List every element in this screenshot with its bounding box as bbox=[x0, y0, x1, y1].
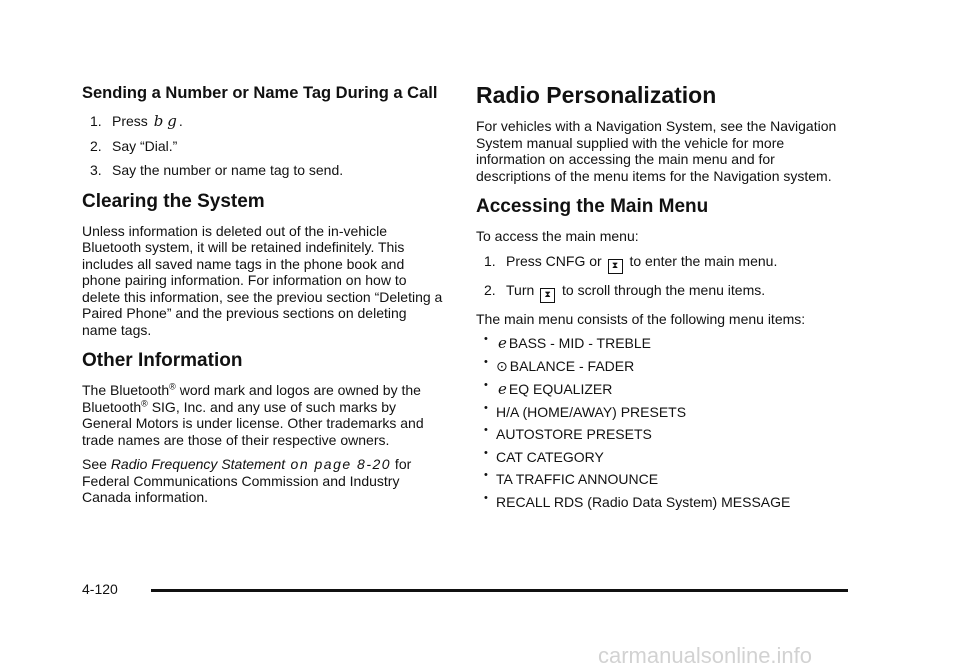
tone-icon: e bbox=[498, 334, 507, 352]
list-item: • e EQ EQUALIZER bbox=[484, 379, 613, 398]
radio-paragraph: For vehicles with a Navigation System, see the Navigation System manual supplied with the vehicle for more information on accessing the main menu and for descriptions of the menu items for the Navigation system. bbox=[476, 118, 837, 184]
access-steps-list bbox=[476, 253, 848, 303]
list-item: • AUTOSTORE PRESETS bbox=[484, 424, 652, 442]
cross-reference-link[interactable]: Radio Frequency Statement bbox=[110, 456, 286, 472]
balance-knob-icon: ⊙ bbox=[496, 358, 508, 375]
tune-knob-icon: ⧗ bbox=[608, 259, 623, 274]
watermark: carmanualsonline.info bbox=[598, 643, 813, 668]
sending-steps-list bbox=[82, 113, 444, 179]
page-number: 4-120 bbox=[82, 581, 118, 597]
heading-clearing-system: Clearing the System bbox=[82, 190, 265, 212]
list-item: • TA TRAFFIC ANNOUNCE bbox=[484, 469, 659, 487]
bullet-icon: • bbox=[484, 379, 488, 391]
bullet-icon: • bbox=[484, 333, 488, 345]
left-column bbox=[82, 84, 444, 514]
heading-other-information: Other Information bbox=[82, 350, 243, 371]
access-intro: To access the main menu: bbox=[476, 228, 639, 244]
bullet-icon: • bbox=[484, 491, 488, 504]
access-step-1: 1. Press CNFG or ⧗ to enter the main menu. bbox=[476, 253, 848, 274]
bullet-icon: • bbox=[484, 446, 488, 459]
list-item: • e BASS - MID - TREBLE bbox=[484, 333, 651, 352]
menu-items-list bbox=[476, 335, 848, 510]
menu-intro: The main menu consists of the following menu items: bbox=[476, 310, 806, 327]
footer-rule bbox=[151, 589, 848, 592]
bullet-icon: • bbox=[484, 401, 488, 414]
tune-knob-icon: ⧗ bbox=[540, 288, 555, 303]
tone-icon: e bbox=[498, 380, 507, 398]
heading-sending-number: Sending a Number or Name Tag During a Call bbox=[82, 84, 438, 102]
heading-accessing-main-menu: Accessing the Main Menu bbox=[476, 196, 709, 217]
bullet-icon: • bbox=[484, 424, 488, 436]
sending-step-2: 2. Say “Dial.” bbox=[90, 137, 178, 154]
list-item: • CAT CATEGORY bbox=[484, 446, 604, 465]
sending-step-1: 1. Press b g . bbox=[90, 112, 183, 130]
trademark-paragraph: The Bluetooth® word mark and logos are owned by the Bluetooth® SIG, Inc. and any use of such marks by General Motors is under license. Other trademarks and trade names are those of their respective owners. bbox=[82, 381, 424, 448]
access-step-2: 2. Turn ⧗ to scroll through the menu items. bbox=[476, 282, 848, 303]
heading-radio-personalization: Radio Personalization bbox=[476, 82, 717, 108]
right-column bbox=[476, 82, 848, 516]
see-reference-paragraph: See Radio Frequency Statement on page 8-20 for Federal Communications Commission and Industry Canada information. bbox=[82, 456, 412, 505]
bullet-icon: • bbox=[484, 469, 488, 481]
list-item: • H/A (HOME/AWAY) PRESETS bbox=[484, 401, 687, 420]
phone-button-icon: b bbox=[153, 112, 164, 130]
list-item: • RECALL RDS (Radio Data System) MESSAGE bbox=[484, 491, 791, 510]
clearing-paragraph: Unless information is deleted out of the in-vehicle Bluetooth system, it will be retained indefinitely. This includes all saved name tags in the phone book and phone pairing information. For information on how to delete this information, see the previou section “Deleting a Paired Phone” and the previous sections on deleting name tags. bbox=[82, 222, 443, 338]
voice-button-icon: g bbox=[167, 112, 177, 130]
page-reference: on page 8-20 bbox=[285, 456, 392, 472]
bullet-icon: • bbox=[484, 355, 488, 368]
sending-step-3: 3. Say the number or name tag to send. bbox=[90, 162, 344, 178]
list-item: • ⊙ BALANCE - FADER bbox=[484, 355, 635, 375]
